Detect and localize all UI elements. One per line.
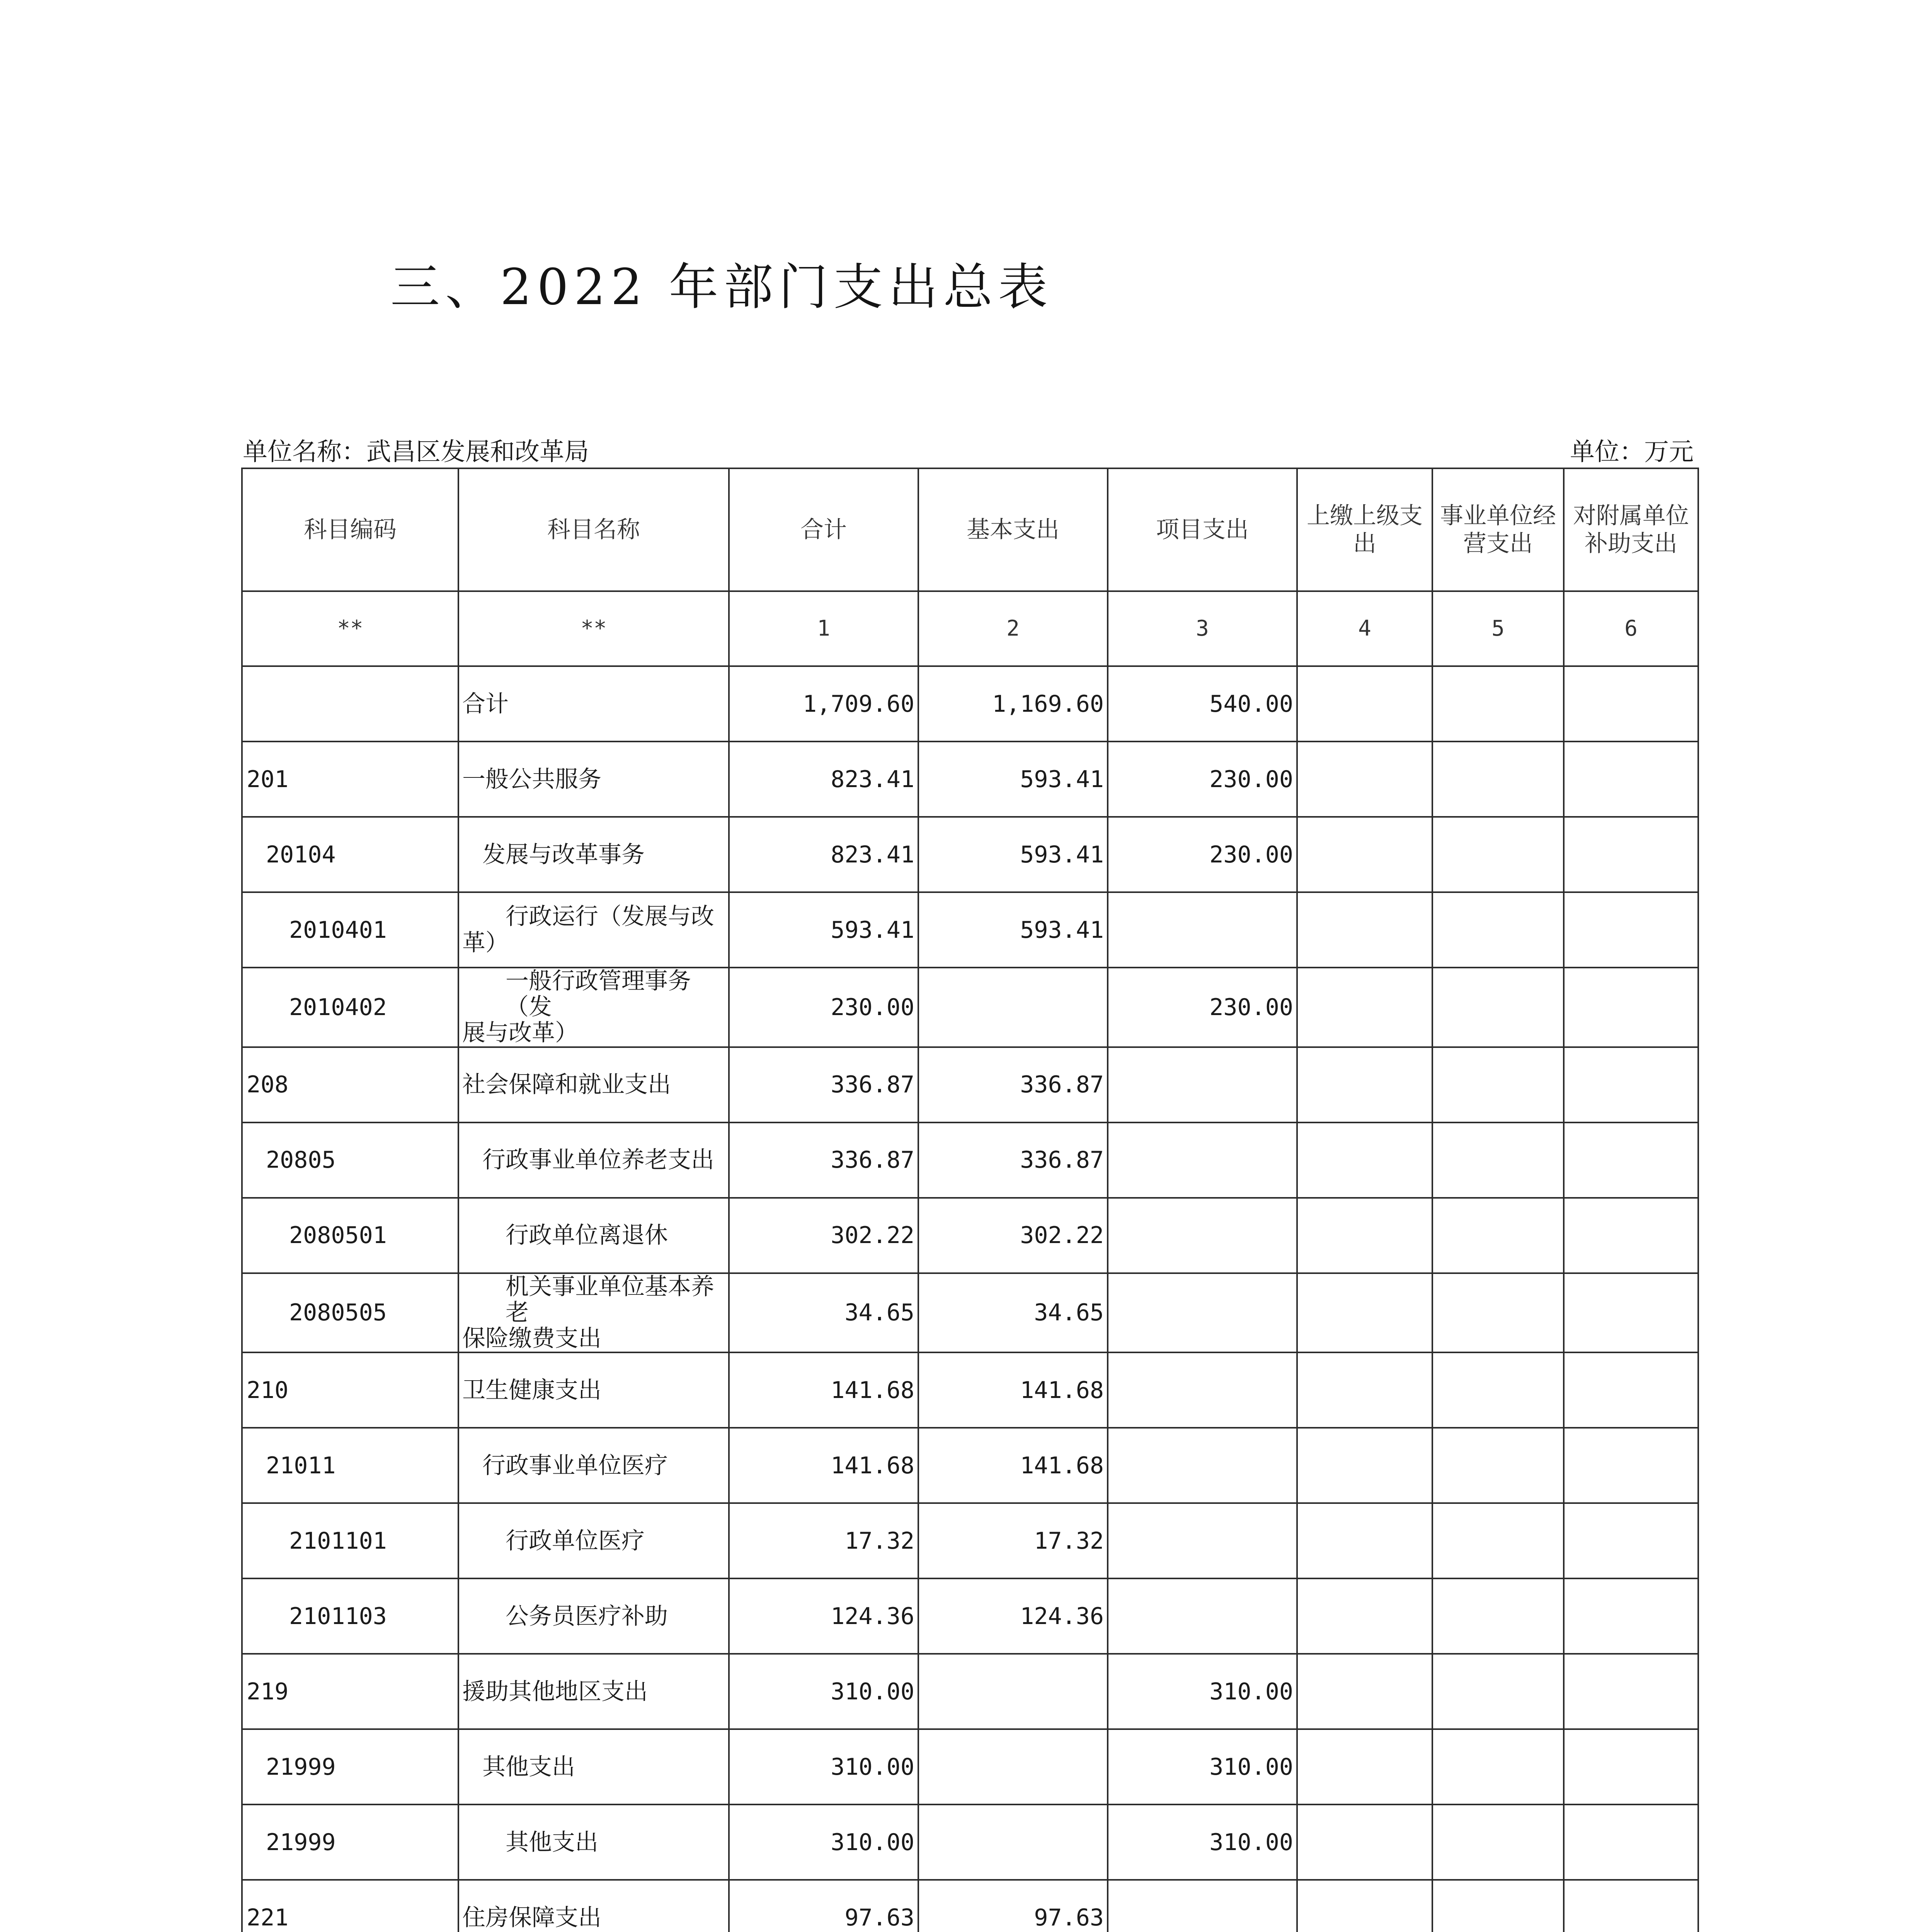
table-row — [242, 817, 1698, 892]
table-row — [242, 1654, 1698, 1729]
total-cell: 336.87 — [729, 1122, 918, 1198]
name-cell: 行政单位离退休 — [458, 1198, 729, 1273]
name-cell: 其他支出 — [458, 1804, 729, 1880]
project-cell — [1108, 1047, 1297, 1122]
page-title: 三、2022 年部门支出总表 — [390, 259, 1053, 316]
name-cell: 合计 — [458, 666, 729, 742]
name-cell: 行政单位医疗 — [458, 1503, 729, 1578]
business-cell — [1432, 1198, 1564, 1273]
business-cell — [1432, 666, 1564, 742]
remit-cell — [1297, 1654, 1432, 1729]
table-row — [242, 1804, 1698, 1880]
code-cell: 20805 — [242, 1122, 458, 1198]
table-row — [242, 1273, 1698, 1353]
project-cell: 230.00 — [1108, 968, 1297, 1047]
business-cell — [1432, 1880, 1564, 1932]
business-cell — [1432, 1804, 1564, 1880]
code-cell: 2101101 — [242, 1503, 458, 1578]
code-cell: 20104 — [242, 817, 458, 892]
remit-cell — [1297, 892, 1432, 968]
subsidy-cell — [1564, 1804, 1698, 1880]
subsidy-cell — [1564, 1122, 1698, 1198]
name-line-1: 行政运行（发展与改 — [506, 903, 714, 930]
business-cell — [1432, 1428, 1564, 1503]
subsidy-cell — [1564, 1578, 1698, 1654]
subsidy-cell — [1564, 1428, 1698, 1503]
subsidy-cell — [1564, 1880, 1698, 1932]
code-cell: 201 — [242, 742, 458, 817]
name-cell: 行政事业单位养老支出 — [458, 1122, 729, 1198]
header-remit: 上缴上级支出 — [1297, 468, 1432, 591]
index-cell: ** — [242, 591, 458, 666]
subsidy-cell — [1564, 1729, 1698, 1804]
index-row — [242, 591, 1698, 666]
name-line-2: 革） — [462, 929, 509, 956]
header-subsidy: 对附属单位补助支出 — [1564, 468, 1698, 591]
subsidy-cell — [1564, 1273, 1698, 1353]
total-cell: 823.41 — [729, 742, 918, 817]
basic-cell: 17.32 — [918, 1503, 1108, 1578]
code-cell: 2010401 — [242, 892, 458, 968]
name-cell — [458, 1273, 729, 1353]
header-total: 合计 — [729, 468, 918, 591]
basic-cell — [918, 1654, 1108, 1729]
code-cell: 2080501 — [242, 1198, 458, 1273]
total-cell: 310.00 — [729, 1804, 918, 1880]
subsidy-cell — [1564, 1047, 1698, 1122]
name-line-2: 展与改革） — [462, 1019, 578, 1047]
remit-cell — [1297, 1122, 1432, 1198]
total-cell: 823.41 — [729, 817, 918, 892]
name-cell: 一般公共服务 — [458, 742, 729, 817]
business-cell — [1432, 1352, 1564, 1428]
name-cell: 援助其他地区支出 — [458, 1654, 729, 1729]
index-cell: 6 — [1564, 591, 1698, 666]
expenditure-table — [241, 468, 1699, 1932]
name-cell: 发展与改革事务 — [458, 817, 729, 892]
remit-cell — [1297, 1198, 1432, 1273]
total-cell: 17.32 — [729, 1503, 918, 1578]
subsidy-cell — [1564, 1352, 1698, 1428]
name-cell: 住房保障支出 — [458, 1880, 729, 1932]
name-cell: 社会保障和就业支出 — [458, 1047, 729, 1122]
index-cell: 5 — [1432, 591, 1564, 666]
total-cell: 124.36 — [729, 1578, 918, 1654]
remit-cell — [1297, 1880, 1432, 1932]
basic-cell: 34.65 — [918, 1273, 1108, 1353]
remit-cell — [1297, 817, 1432, 892]
basic-cell: 302.22 — [918, 1198, 1108, 1273]
basic-cell — [918, 1729, 1108, 1804]
code-cell: 21999 — [242, 1804, 458, 1880]
project-cell — [1108, 1352, 1297, 1428]
unit-name-label: 单位名称：武昌区发展和改革局 — [243, 438, 589, 466]
header-code: 科目编码 — [242, 468, 458, 591]
total-cell: 34.65 — [729, 1273, 918, 1353]
remit-cell — [1297, 742, 1432, 817]
header-row — [242, 468, 1698, 591]
project-cell — [1108, 1880, 1297, 1932]
business-cell — [1432, 1122, 1564, 1198]
subsidy-cell — [1564, 1198, 1698, 1273]
project-cell: 310.00 — [1108, 1729, 1297, 1804]
total-cell: 230.00 — [729, 968, 918, 1047]
project-cell — [1108, 1503, 1297, 1578]
index-cell: 1 — [729, 591, 918, 666]
total-cell: 141.68 — [729, 1428, 918, 1503]
remit-cell — [1297, 1578, 1432, 1654]
code-cell: 21011 — [242, 1428, 458, 1503]
unit-label: 单位：万元 — [1570, 438, 1694, 466]
basic-cell: 593.41 — [918, 742, 1108, 817]
project-cell — [1108, 1122, 1297, 1198]
remit-cell — [1297, 1503, 1432, 1578]
table-row — [242, 666, 1698, 742]
project-cell — [1108, 1578, 1297, 1654]
remit-cell — [1297, 666, 1432, 742]
project-cell — [1108, 1198, 1297, 1273]
name-line-1: 机关事业单位基本养老 — [506, 1273, 714, 1326]
code-cell: 2010402 — [242, 968, 458, 1047]
basic-cell — [918, 968, 1108, 1047]
table-row — [242, 1047, 1698, 1122]
table-row — [242, 1729, 1698, 1804]
table-row — [242, 1198, 1698, 1273]
code-cell: 219 — [242, 1654, 458, 1729]
code-cell: 221 — [242, 1880, 458, 1932]
header-basic: 基本支出 — [918, 468, 1108, 591]
subsidy-cell — [1564, 1654, 1698, 1729]
total-cell: 141.68 — [729, 1352, 918, 1428]
total-cell: 302.22 — [729, 1198, 918, 1273]
business-cell — [1432, 1729, 1564, 1804]
name-cell: 卫生健康支出 — [458, 1352, 729, 1428]
code-cell: 210 — [242, 1352, 458, 1428]
project-cell: 230.00 — [1108, 742, 1297, 817]
total-cell: 97.63 — [729, 1880, 918, 1932]
name-cell: 公务员医疗补助 — [458, 1578, 729, 1654]
subsidy-cell — [1564, 742, 1698, 817]
basic-cell: 593.41 — [918, 817, 1108, 892]
index-cell: 2 — [918, 591, 1108, 666]
name-cell: 行政事业单位医疗 — [458, 1428, 729, 1503]
remit-cell — [1297, 1047, 1432, 1122]
total-cell: 593.41 — [729, 892, 918, 968]
project-cell: 310.00 — [1108, 1654, 1297, 1729]
subsidy-cell — [1564, 817, 1698, 892]
project-cell — [1108, 1273, 1297, 1353]
remit-cell — [1297, 1804, 1432, 1880]
business-cell — [1432, 1578, 1564, 1654]
table-row — [242, 1880, 1698, 1932]
table-row — [242, 1352, 1698, 1428]
table-row — [242, 1122, 1698, 1198]
name-cell — [458, 968, 729, 1047]
business-cell — [1432, 742, 1564, 817]
name-cell — [458, 892, 729, 968]
basic-cell: 124.36 — [918, 1578, 1108, 1654]
total-cell: 1,709.60 — [729, 666, 918, 742]
name-cell: 其他支出 — [458, 1729, 729, 1804]
subsidy-cell — [1564, 666, 1698, 742]
total-cell: 336.87 — [729, 1047, 918, 1122]
basic-cell: 336.87 — [918, 1047, 1108, 1122]
basic-cell: 141.68 — [918, 1352, 1108, 1428]
business-cell — [1432, 892, 1564, 968]
remit-cell — [1297, 1273, 1432, 1353]
index-cell: 4 — [1297, 591, 1432, 666]
name-line-2: 保险缴费支出 — [462, 1325, 601, 1352]
code-cell: 208 — [242, 1047, 458, 1122]
table-row — [242, 892, 1698, 968]
name-line-1: 一般行政管理事务（发 — [506, 968, 691, 1021]
basic-cell — [918, 1804, 1108, 1880]
code-cell: 21999 — [242, 1729, 458, 1804]
subsidy-cell — [1564, 1503, 1698, 1578]
business-cell — [1432, 1503, 1564, 1578]
project-cell: 540.00 — [1108, 666, 1297, 742]
remit-cell — [1297, 1352, 1432, 1428]
subsidy-cell — [1564, 968, 1698, 1047]
business-cell — [1432, 1047, 1564, 1122]
remit-cell — [1297, 968, 1432, 1047]
subsidy-cell — [1564, 892, 1698, 968]
business-cell — [1432, 1273, 1564, 1353]
basic-cell: 97.63 — [918, 1880, 1108, 1932]
total-cell: 310.00 — [729, 1729, 918, 1804]
index-cell: 3 — [1108, 591, 1297, 666]
remit-cell — [1297, 1428, 1432, 1503]
code-cell: 2080505 — [242, 1273, 458, 1353]
header-business: 事业单位经营支出 — [1432, 468, 1564, 591]
basic-cell: 336.87 — [918, 1122, 1108, 1198]
business-cell — [1432, 968, 1564, 1047]
project-cell — [1108, 892, 1297, 968]
code-cell: 2101103 — [242, 1578, 458, 1654]
total-cell: 310.00 — [729, 1654, 918, 1729]
table-row — [242, 1428, 1698, 1503]
table-row — [242, 742, 1698, 817]
project-cell: 230.00 — [1108, 817, 1297, 892]
basic-cell: 1,169.60 — [918, 666, 1108, 742]
basic-cell: 593.41 — [918, 892, 1108, 968]
index-cell: ** — [458, 591, 729, 666]
header-project: 项目支出 — [1108, 468, 1297, 591]
code-cell — [242, 666, 458, 742]
project-cell — [1108, 1428, 1297, 1503]
table-row — [242, 1578, 1698, 1654]
table-row — [242, 968, 1698, 1047]
table-row — [242, 1503, 1698, 1578]
business-cell — [1432, 817, 1564, 892]
remit-cell — [1297, 1729, 1432, 1804]
project-cell: 310.00 — [1108, 1804, 1297, 1880]
header-name: 科目名称 — [458, 468, 729, 591]
business-cell — [1432, 1654, 1564, 1729]
basic-cell: 141.68 — [918, 1428, 1108, 1503]
